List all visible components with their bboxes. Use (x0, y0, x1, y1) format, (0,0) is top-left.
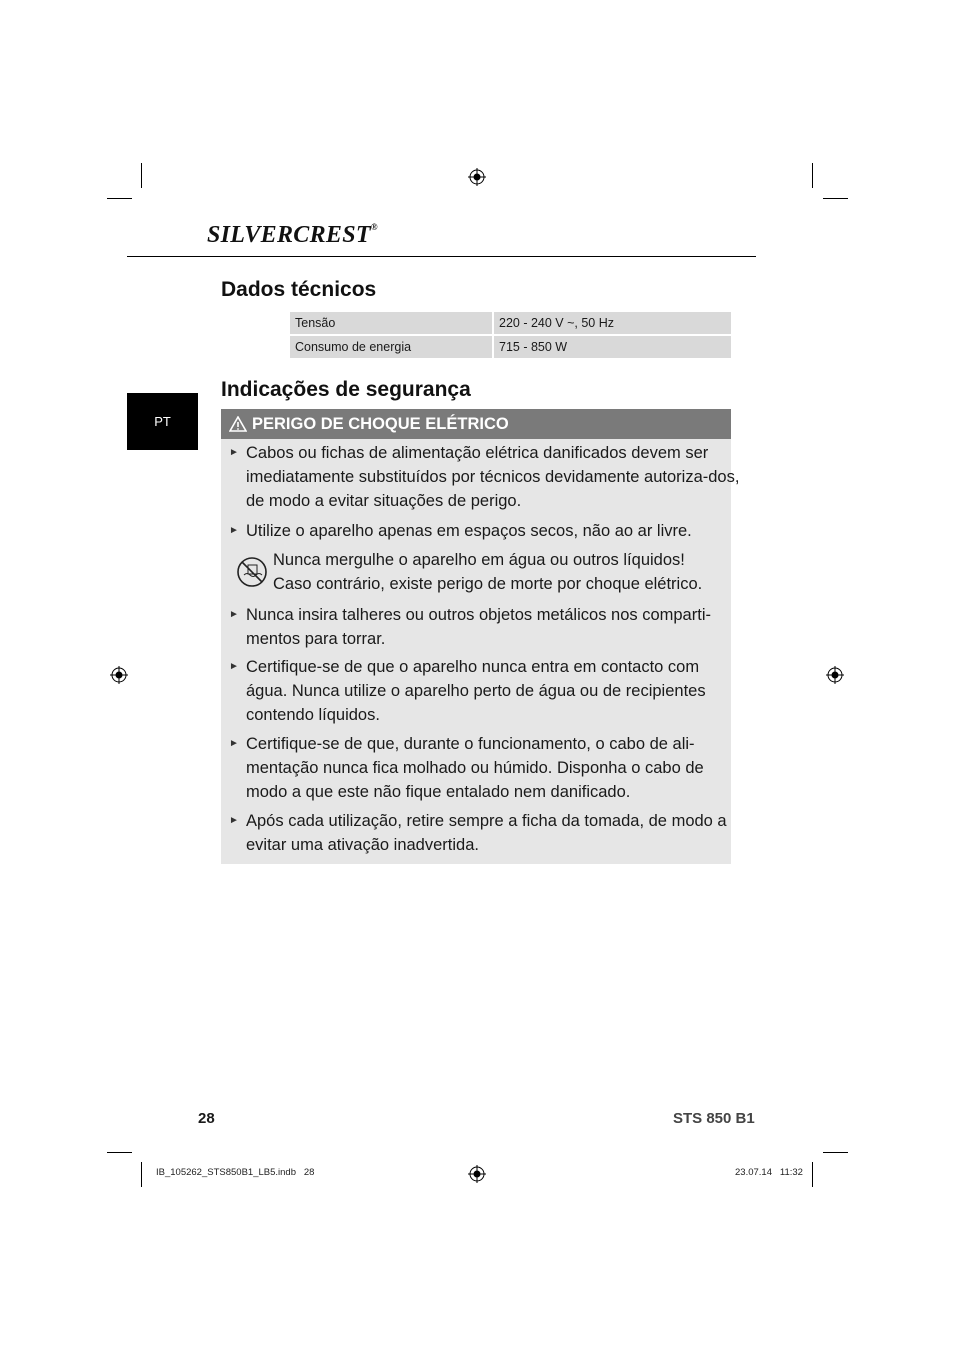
brand-name: SILVERCREST (207, 222, 371, 248)
warning-triangle-icon (229, 416, 247, 432)
print-slug-date: 23.07.14 11:32 (735, 1167, 803, 1178)
list-item (226, 732, 741, 805)
list-item-text: Após cada utilização, retire sempre a ficha da tomada, de modo a evitar uma ativação inadvertida. (246, 812, 727, 855)
tech-heading: Dados técnicos (221, 278, 377, 301)
crop-mark (141, 163, 142, 188)
brand-registered-mark: ® (370, 222, 378, 232)
print-slug-file: IB_105262_STS850B1_LB5.indb 28 (156, 1167, 315, 1178)
bullet-arrow-icon: ► (229, 738, 239, 749)
crop-mark (812, 163, 813, 188)
list-item (226, 655, 741, 728)
list-item-text: Cabos ou fichas de alimentação elétrica danificados devem ser imediatamente substituídos por técnicos devidamente autoriza-dos, de modo a evitar situações de perigo. (246, 444, 740, 511)
bullet-arrow-icon: ► (229, 609, 239, 620)
registration-mark-icon (826, 666, 844, 684)
warning-header (221, 409, 731, 439)
spec-value: 220 - 240 V ~, 50 Hz (494, 312, 731, 334)
warning-box (221, 409, 740, 864)
bullet-arrow-icon: ► (229, 661, 239, 672)
brand-logo (207, 222, 378, 249)
list-item (226, 441, 741, 514)
language-tab: PT (127, 393, 198, 450)
table-row (290, 312, 731, 334)
safety-heading: Indicações de segurança (221, 378, 471, 401)
registration-mark-icon (110, 666, 128, 684)
bullet-arrow-icon: ► (229, 447, 239, 458)
spec-label: Consumo de energia (290, 336, 494, 358)
spec-label: Tensão (290, 312, 494, 334)
spec-table (290, 310, 731, 360)
crop-mark (107, 1152, 132, 1153)
list-item (226, 603, 741, 651)
model-number: STS 850 B1 (673, 1110, 755, 1127)
crop-mark (141, 1162, 142, 1187)
warning-title: PERIGO DE CHOQUE ELÉTRICO (252, 414, 509, 433)
table-row (290, 336, 731, 358)
registration-mark-icon (468, 1165, 486, 1183)
immersion-note: Nunca mergulhe o aparelho em água ou outros líquidos! Caso contrário, existe perigo de morte por choque elétrico. (273, 551, 703, 594)
crop-mark (107, 198, 132, 199)
spec-value: 715 - 850 W (494, 336, 731, 358)
no-immersion-icon (236, 556, 268, 588)
list-item-text: Certifique-se de que, durante o funcionamento, o cabo de ali-mentação nunca fica molhado ou húmido. Disponha o cabo de modo a que este não fique entalado nem danificado. (246, 735, 704, 802)
list-item-text: Certifique-se de que o aparelho nunca entra em contacto com água. Nunca utilize o aparelho perto de água ou de recipientes contendo líquidos. (246, 658, 706, 725)
list-item (226, 809, 741, 857)
list-item-text: Nunca insira talheres ou outros objetos metálicos nos comparti-mentos para torrar. (246, 606, 711, 649)
bullet-arrow-icon: ► (229, 525, 239, 536)
crop-mark (823, 198, 848, 199)
header-rule (127, 256, 756, 257)
crop-mark (812, 1162, 813, 1187)
page-number: 28 (198, 1110, 215, 1127)
list-item (226, 519, 741, 543)
crop-mark (823, 1152, 848, 1153)
list-item-text: Utilize o aparelho apenas em espaços secos, não ao ar livre. (246, 522, 692, 540)
bullet-arrow-icon: ► (229, 815, 239, 826)
registration-mark-icon (468, 168, 486, 186)
